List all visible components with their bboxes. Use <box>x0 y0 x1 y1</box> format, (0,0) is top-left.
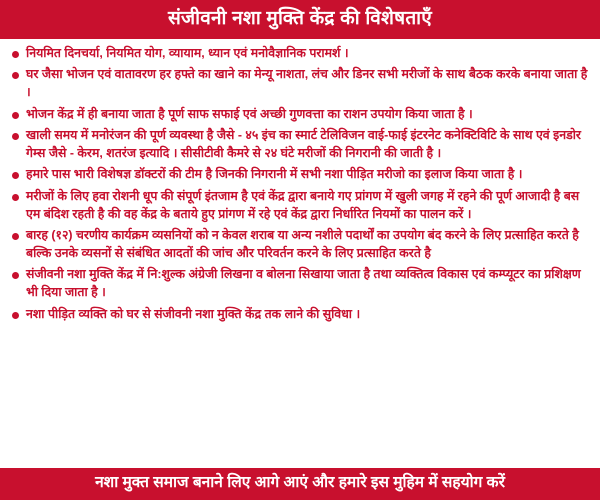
list-item: नशा पीड़ित व्यक्ति को घर से संजीवनी नशा मुक्ति केंद्र तक लाने की सुविधा । <box>10 306 592 324</box>
footer-call-to-action: नशा मुक्त समाज बनाने लिए आगे आएं और हमारे इस मुहिम में सहयोग करें <box>0 468 600 500</box>
list-item: खाली समय में मनोरंजन की पूर्ण व्यवस्था है जैसे - ४५ इंच का स्मार्ट टेलिविजन वाई-फाई इंटरनेट कनेक्टिविटि के साथ एवं इनडोर गेम्स जैसे - केरम, शतरंज इत्यादि । सीसीटीवी कैमरे से २४ घंटे मरीजों की निगरानी की जाती है । <box>10 127 592 162</box>
list-item: हमारे पास भारी विशेषज्ञ डॉक्टरों की टीम है जिनकी निगरानी में सभी नशा पीड़ित मरीजो का इलाज किया जाता है । <box>10 166 592 184</box>
list-item: नियमित दिनचर्या, नियमित योग, व्यायाम, ध्यान एवं मनोवैज्ञानिक परामर्श । <box>10 45 592 63</box>
list-item: संजीवनी नशा मुक्ति केंद्र में नि:शुल्क अंग्रेजी लिखना व बोलना सिखाया जाता है तथा व्यक्तित्व विकास एवं कम्प्यूटर का प्रशिक्षण भी दिया जाता है । <box>10 266 592 301</box>
list-item: घर जैसा भोजन एवं वातावरण हर हफ्ते का खाने का मेन्यू नाशता, लंच और डिनर सभी मरीजों के साथ बैठक करके बनाया जाता है । <box>10 66 592 101</box>
features-list <box>10 45 592 324</box>
list-item: भोजन केंद्र में ही बनाया जाता है पूर्ण साफ सफाई एवं अच्छी गुणवत्ता का राशन उपयोग किया जाता है । <box>10 106 592 124</box>
page-title: संजीवनी नशा मुक्ति केंद्र की विशेषताएँ <box>0 0 600 39</box>
list-item: बारह (१२) चरणीय कार्यक्रम व्यसनियों को न केवल शराब या अन्य नशीले पदार्थों का उपयोग बंद करने के लिए प्रत्साहित करते है बल्कि उनके व्यसनों से संबंधित आदतों की जांच और परिवर्तन करने के लिए प्रत्साहित करते है <box>10 227 592 262</box>
list-item: मरीजों के लिए हवा रोशनी धूप की संपूर्ण इंतजाम है एवं केंद्र द्वारा बनाये गए प्रांगण में खुली जगह में रहने की पूर्ण आजादी है बस एम बंदिश रहती है की वह केंद्र के बताये हुए प्रांगण में रहे एवं केंद्र द्वारा निर्धारित नियमों का पालन करें । <box>10 188 592 223</box>
features-section <box>0 39 600 469</box>
